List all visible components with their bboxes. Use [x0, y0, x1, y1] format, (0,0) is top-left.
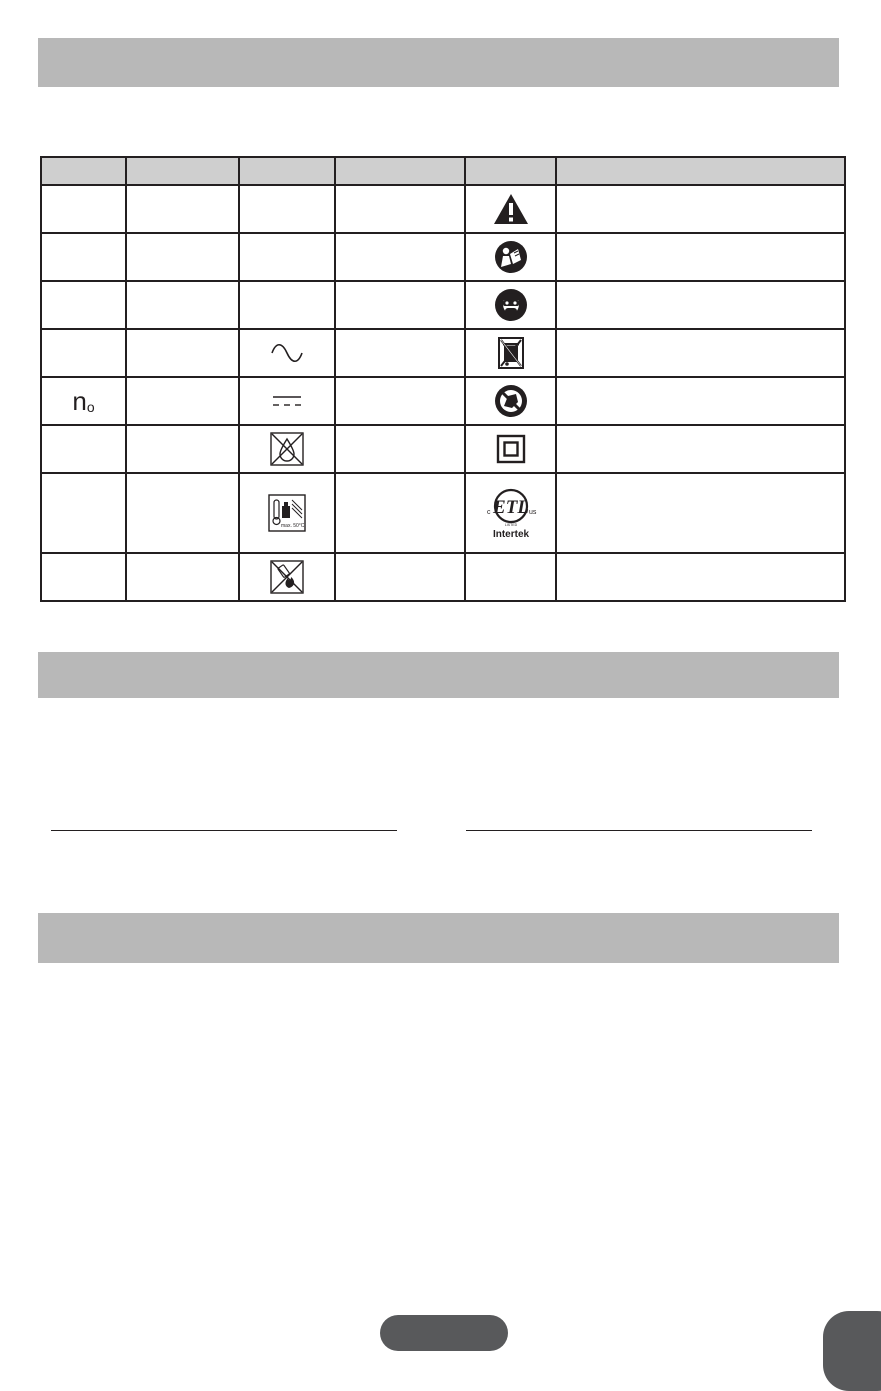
read-manual-icon — [494, 240, 528, 274]
alternating-current-icon — [270, 341, 304, 365]
etl-c-label: c — [486, 509, 490, 516]
signature-line-left — [51, 830, 397, 831]
double-insulation-icon — [496, 434, 526, 464]
no-touch-icon — [494, 384, 528, 418]
page-number-pill — [380, 1315, 508, 1351]
direct-current-icon — [270, 393, 304, 409]
etl-brand-label: Intertek — [492, 529, 529, 540]
signature-line-right — [466, 830, 812, 831]
etl-letters: ETL — [492, 497, 529, 518]
table-row — [41, 553, 845, 601]
etl-mark-icon — [481, 484, 541, 542]
weee-bin-icon — [498, 337, 524, 369]
table-header-row — [41, 157, 845, 185]
language-corner-tab — [823, 1311, 881, 1391]
rpm-symbol: no — [72, 385, 95, 416]
etl-us-label: us — [528, 509, 536, 516]
section-header-band-2 — [38, 652, 839, 698]
face-protection-icon — [494, 288, 528, 322]
table-row — [41, 329, 845, 377]
no-water-icon — [270, 432, 304, 466]
table-row — [41, 425, 845, 473]
section-header-band-3 — [38, 913, 839, 963]
table-row — [41, 185, 845, 233]
section-header-band-1 — [38, 38, 839, 87]
symbols-table — [40, 156, 846, 602]
table-row — [41, 377, 845, 425]
table-row — [41, 473, 845, 553]
no-fire-icon — [270, 560, 304, 594]
etl-listed-label: LISTED — [504, 523, 517, 527]
table-row — [41, 233, 845, 281]
max-temperature-icon — [268, 494, 306, 532]
max-temperature-label: max. 50°C — [281, 523, 305, 529]
table-row — [41, 281, 845, 329]
warning-triangle-icon — [493, 193, 529, 225]
